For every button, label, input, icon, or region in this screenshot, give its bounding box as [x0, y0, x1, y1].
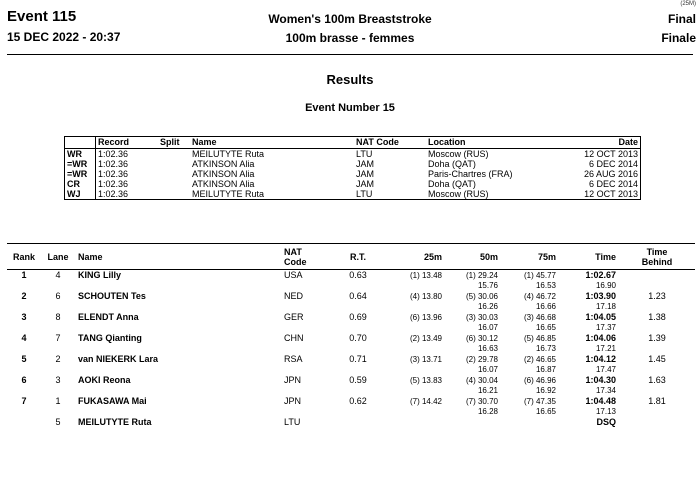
results-col-behind-line1: Time: [646, 246, 668, 257]
result-lap-50m: 16.07: [477, 365, 498, 374]
result-lap-100m: 17.21: [595, 344, 616, 353]
result-name: TANG Qianting: [78, 333, 142, 343]
result-lap-50m: 16.28: [477, 407, 498, 416]
record-location: Moscow (RUS): [428, 189, 489, 199]
result-name: ELENDT Anna: [78, 312, 139, 322]
record-date: 6 DEC 2014: [588, 179, 638, 189]
result-lane: 7: [55, 333, 61, 343]
result-split-spacer: [281, 428, 335, 438]
result-split-spacer: [335, 281, 381, 291]
result-time-behind: [619, 417, 695, 428]
result-split-spacer: [281, 302, 335, 312]
record-row: [65, 179, 641, 189]
record-code: CR: [65, 179, 96, 189]
result-nat: LTU: [284, 417, 301, 427]
result-rank: 2: [21, 291, 27, 301]
record-name: MEILUTYTE Ruta: [192, 149, 265, 159]
result-split-50m: (2) 29.78: [465, 355, 498, 364]
result-split-spacer: [335, 344, 381, 354]
result-split-spacer: [7, 323, 41, 333]
record-split: [158, 149, 190, 160]
result-split-spacer: [75, 344, 281, 354]
result-split-spacer: [75, 365, 281, 375]
result-lane: 5: [55, 417, 61, 427]
results-col-25m: 25m: [381, 244, 445, 270]
result-name: KING Lilly: [78, 270, 122, 280]
result-row: [7, 291, 695, 302]
result-rt: 0.63: [349, 270, 367, 280]
record-location: Doha (QAT): [428, 179, 476, 189]
record-code: =WR: [65, 159, 96, 169]
record-split: [158, 169, 190, 179]
result-split-75m: (5) 46.85: [523, 334, 556, 343]
result-split-spacer: [7, 428, 41, 438]
result-split-spacer: [619, 344, 695, 354]
result-row: [7, 396, 695, 407]
result-split-50m: (4) 30.04: [465, 376, 498, 385]
result-split-spacer: [335, 365, 381, 375]
result-split-spacer: [381, 323, 445, 333]
result-lap-100m: 17.47: [595, 365, 616, 374]
result-split-25m: (4) 13.80: [409, 292, 442, 301]
result-split-spacer: [381, 344, 445, 354]
record-code: WR: [65, 149, 96, 160]
result-name: FUKASAWA Mai: [78, 396, 147, 406]
result-split-75m: (7) 47.35: [523, 397, 556, 406]
result-time-behind: 1.81: [648, 396, 666, 406]
result-lap-100m: 17.18: [595, 302, 616, 311]
result-split-spacer: [41, 407, 75, 417]
result-lap-100m: 17.34: [595, 386, 616, 395]
result-rank: 5: [21, 354, 27, 364]
result-split-50m: (6) 30.12: [465, 334, 498, 343]
result-rt: 0.59: [349, 375, 367, 385]
results-title: Results: [326, 72, 374, 87]
result-split-spacer: [7, 386, 41, 396]
result-split-75m: [501, 417, 559, 428]
result-split-spacer: [619, 281, 695, 291]
record-date: 12 OCT 2013: [584, 149, 638, 159]
record-nat: LTU: [356, 189, 373, 199]
result-split-spacer: [381, 428, 445, 438]
result-split-row: [7, 323, 695, 333]
result-split-75m: (4) 46.72: [523, 292, 556, 301]
records-col-location: Location: [426, 137, 560, 149]
result-split-spacer: [7, 281, 41, 291]
record-nat: LTU: [356, 149, 373, 159]
result-lane: 8: [55, 312, 61, 322]
result-lane: 2: [55, 354, 61, 364]
record-row: [65, 189, 641, 200]
result-rt: 0.62: [349, 396, 367, 406]
result-time: 1:03.90: [585, 291, 616, 301]
result-split-25m: (3) 13.71: [409, 355, 442, 364]
result-time: DSQ: [596, 417, 616, 427]
result-split-25m: (2) 13.49: [409, 334, 442, 343]
result-rank: 7: [21, 396, 27, 406]
result-split-row: [7, 302, 695, 312]
result-split-75m: (3) 46.68: [523, 313, 556, 322]
result-nat: CHN: [284, 333, 304, 343]
result-rank: 6: [21, 375, 27, 385]
result-lap-50m: [445, 428, 501, 438]
record-time: 1:02.36: [98, 149, 129, 159]
result-split-row: [7, 344, 695, 354]
records-table: [64, 136, 641, 200]
result-row: [7, 312, 695, 323]
event-title-en: Women's 100m Breaststroke: [268, 12, 432, 26]
result-split-row: [7, 281, 695, 291]
result-split-row: [7, 386, 695, 396]
result-time: 1:04.06: [585, 333, 616, 343]
result-rt: [335, 417, 381, 428]
result-split-spacer: [41, 386, 75, 396]
result-split-spacer: [41, 302, 75, 312]
results-col-50m: 50m: [445, 244, 501, 270]
result-row: [7, 333, 695, 344]
result-split-75m: (6) 46.96: [523, 376, 556, 385]
result-split-50m: (5) 30.06: [465, 292, 498, 301]
result-rt: 0.71: [349, 354, 367, 364]
event-number: Event Number 15: [305, 102, 395, 114]
record-nat: JAM: [356, 169, 374, 179]
result-split-spacer: [281, 365, 335, 375]
result-lap-100m: 17.13: [595, 407, 616, 416]
result-split-spacer: [335, 302, 381, 312]
record-date: 26 AUG 2016: [583, 169, 638, 179]
round-en: Final: [667, 12, 696, 26]
result-split-spacer: [281, 344, 335, 354]
results-header-row: [7, 244, 695, 270]
records-header-row: [65, 137, 641, 149]
records-col-record: Record: [96, 137, 159, 149]
result-split-spacer: [75, 386, 281, 396]
result-split-spacer: [41, 428, 75, 438]
result-split-spacer: [41, 323, 75, 333]
result-name: AOKI Reona: [78, 375, 131, 385]
record-time: 1:02.36: [98, 169, 129, 179]
round-fr: Finale: [661, 31, 696, 45]
result-split-25m: (7) 14.42: [409, 397, 442, 406]
result-time-behind: 1.39: [648, 333, 666, 343]
results-col-lane: Lane: [41, 244, 75, 270]
result-nat: USA: [284, 270, 303, 280]
result-split-spacer: [335, 407, 381, 417]
results-col-75m: 75m: [501, 244, 559, 270]
record-time: 1:02.36: [98, 189, 129, 199]
result-row: [7, 417, 695, 428]
record-time: 1:02.36: [98, 179, 129, 189]
result-split-25m: (5) 13.83: [409, 376, 442, 385]
result-split-75m: (1) 45.77: [523, 271, 556, 280]
records-col-name: Name: [190, 137, 354, 149]
result-lap-100m: [559, 428, 619, 438]
results-body: [7, 270, 695, 439]
result-split-spacer: [381, 302, 445, 312]
result-rank: 3: [21, 312, 27, 322]
result-split-spacer: [381, 407, 445, 417]
record-split: [158, 159, 190, 169]
result-lap-50m: 15.76: [477, 281, 498, 290]
result-lap-100m: 17.37: [595, 323, 616, 332]
result-rank: 4: [21, 333, 27, 343]
result-time: 1:04.05: [585, 312, 616, 322]
result-nat: JPN: [284, 375, 302, 385]
result-lap-75m: 16.65: [535, 407, 556, 416]
result-name: MEILUTYTE Ruta: [78, 417, 152, 427]
result-split-spacer: [335, 323, 381, 333]
record-date: 6 DEC 2014: [588, 159, 638, 169]
result-split-spacer: [335, 386, 381, 396]
result-lap-75m: 16.65: [535, 323, 556, 332]
result-split-75m: (2) 46.65: [523, 355, 556, 364]
record-split: [158, 189, 190, 200]
result-rank: [7, 417, 41, 428]
record-location: Doha (QAT): [428, 159, 476, 169]
result-split-spacer: [75, 407, 281, 417]
result-lap-50m: 16.21: [477, 386, 498, 395]
result-name: van NIEKERK Lara: [78, 354, 159, 364]
result-time-behind: 1.23: [648, 291, 666, 301]
header-divider: [7, 54, 693, 55]
result-nat: RSA: [284, 354, 303, 364]
result-lap-50m: 16.07: [477, 323, 498, 332]
record-location: Paris-Chartres (FRA): [428, 169, 513, 179]
result-lane: 3: [55, 375, 61, 385]
record-code: =WR: [65, 169, 96, 179]
result-lap-75m: 16.87: [535, 365, 556, 374]
result-time-behind: 1.38: [648, 312, 666, 322]
result-row: [7, 354, 695, 365]
header-center: [0, 11, 700, 49]
result-split-50m: (1) 29.24: [465, 271, 498, 280]
result-split-spacer: [75, 428, 281, 438]
result-split-spacer: [7, 302, 41, 312]
result-split-spacer: [7, 407, 41, 417]
result-lap-75m: 16.66: [535, 302, 556, 311]
result-lap-75m: 16.92: [535, 386, 556, 395]
result-nat: NED: [284, 291, 304, 301]
records-col-date: Date: [560, 137, 641, 149]
result-split-spacer: [41, 281, 75, 291]
result-split-spacer: [619, 323, 695, 333]
records-col-nat: NAT Code: [354, 137, 426, 149]
results-col-rank: Rank: [7, 244, 41, 270]
result-split-50m: (3) 30.03: [465, 313, 498, 322]
record-row: [65, 169, 641, 179]
result-split-row: [7, 407, 695, 417]
record-nat: JAM: [356, 179, 374, 189]
result-name: SCHOUTEN Tes: [78, 291, 146, 301]
record-name: ATKINSON Alia: [192, 159, 255, 169]
result-lane: 1: [55, 396, 61, 406]
result-split-25m: (1) 13.48: [409, 271, 442, 280]
pool-length: (25M): [680, 1, 696, 7]
result-split-spacer: [619, 407, 695, 417]
results-col-time: Time: [559, 244, 619, 270]
result-split-25m: (6) 13.96: [409, 313, 442, 322]
result-rt: 0.64: [349, 291, 367, 301]
results-col-behind-line2: Behind: [641, 256, 673, 267]
result-split-row: [7, 428, 695, 438]
result-rt: 0.70: [349, 333, 367, 343]
records-col-split: Split: [158, 137, 190, 149]
record-code: WJ: [65, 189, 96, 200]
header-right: [661, 0, 696, 46]
result-time-behind: 1.45: [648, 354, 666, 364]
result-split-spacer: [619, 386, 695, 396]
record-date: 12 OCT 2013: [584, 189, 638, 199]
results-table: [7, 243, 695, 438]
record-location: Moscow (RUS): [428, 149, 489, 159]
result-split-row: [7, 365, 695, 375]
results-col-rt: R.T.: [335, 244, 381, 270]
result-split-50m: [445, 417, 501, 428]
record-name: ATKINSON Alia: [192, 169, 255, 179]
result-split-spacer: [281, 323, 335, 333]
record-name: MEILUTYTE Ruta: [192, 189, 265, 199]
result-split-spacer: [381, 386, 445, 396]
result-split-spacer: [41, 365, 75, 375]
result-split-spacer: [281, 386, 335, 396]
record-row: [65, 149, 641, 160]
result-rank: 1: [21, 270, 27, 280]
result-time: 1:04.48: [585, 396, 616, 406]
record-time: 1:02.36: [98, 159, 129, 169]
result-row: [7, 270, 695, 282]
result-nat: GER: [284, 312, 304, 322]
record-nat: JAM: [356, 159, 374, 169]
result-split-spacer: [281, 281, 335, 291]
result-split-spacer: [75, 323, 281, 333]
result-split-spacer: [619, 428, 695, 438]
results-col-name: Name: [75, 244, 281, 270]
result-split-spacer: [281, 407, 335, 417]
event-datetime: 15 DEC 2022 - 20:37: [7, 30, 121, 44]
result-time: 1:02.67: [585, 270, 616, 280]
result-lap-50m: 16.63: [477, 344, 498, 353]
result-split-spacer: [75, 302, 281, 312]
results-col-nat-line1: NAT: [284, 246, 302, 257]
result-split-spacer: [335, 428, 381, 438]
records-col-code: [65, 137, 96, 149]
record-split: [158, 179, 190, 189]
results-col-nat-line2: Code: [284, 256, 307, 267]
result-nat: JPN: [284, 396, 302, 406]
result-lane: 4: [55, 270, 61, 280]
result-split-spacer: [75, 281, 281, 291]
event-label: Event 115: [7, 8, 77, 25]
result-split-spacer: [381, 365, 445, 375]
result-split-50m: (7) 30.70: [465, 397, 498, 406]
result-row: [7, 375, 695, 386]
results-col-behind: [619, 244, 695, 270]
result-time-behind: 1.63: [648, 375, 666, 385]
result-split-spacer: [7, 344, 41, 354]
result-lane: 6: [55, 291, 61, 301]
event-title-fr: 100m brasse - femmes: [285, 31, 415, 45]
result-time-behind: [619, 270, 695, 282]
result-split-spacer: [619, 365, 695, 375]
result-time: 1:04.12: [585, 354, 616, 364]
record-name: ATKINSON Alia: [192, 179, 255, 189]
record-row: [65, 159, 641, 169]
result-split-spacer: [7, 365, 41, 375]
result-rt: 0.69: [349, 312, 367, 322]
result-lap-50m: 16.26: [477, 302, 498, 311]
result-split-spacer: [41, 344, 75, 354]
result-split-spacer: [619, 302, 695, 312]
results-col-nat: [281, 244, 335, 270]
result-lap-75m: 16.73: [535, 344, 556, 353]
result-time: 1:04.30: [585, 375, 616, 385]
result-lap-100m: 16.90: [595, 281, 616, 290]
result-lap-75m: 16.53: [535, 281, 556, 290]
records-body: [65, 149, 641, 200]
result-split-spacer: [381, 281, 445, 291]
result-split-25m: [381, 417, 445, 428]
result-lap-75m: [501, 428, 559, 438]
